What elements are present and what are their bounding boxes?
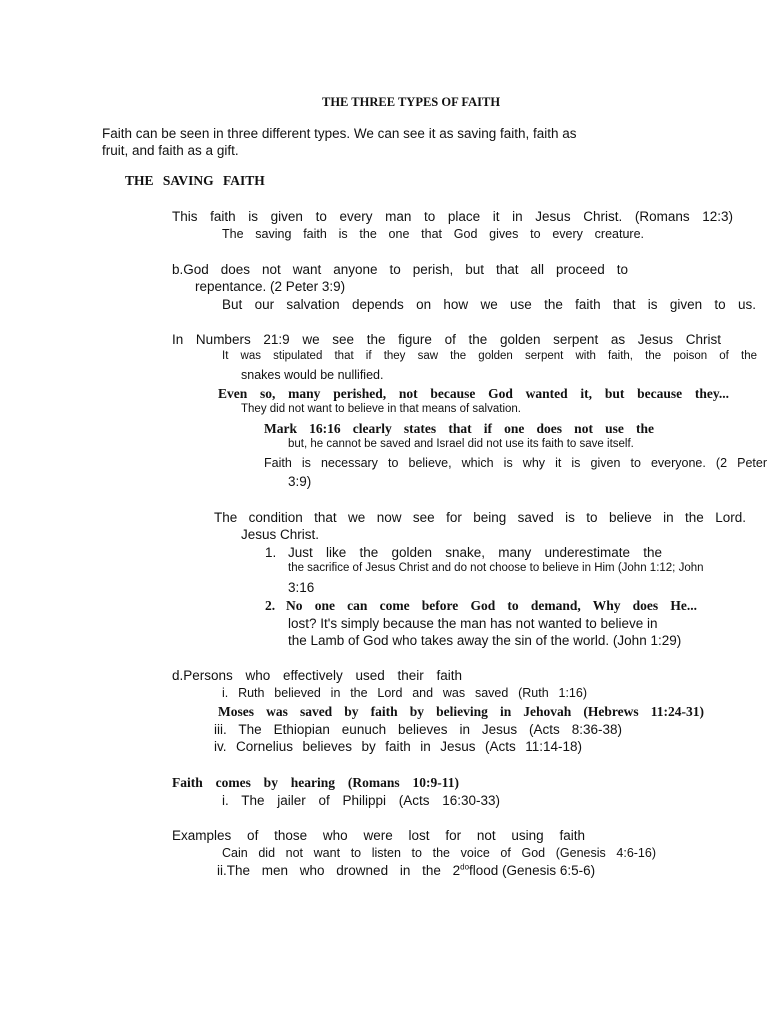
text-line: lost? It's simply because the man has not wanted to believe in (288, 616, 658, 631)
text-line: No one can come before God to demand, Why does He... (286, 598, 697, 613)
text-line: Mark 16:16 clearly states that if one does not use the (264, 421, 654, 436)
text-line: iii. The Ethiopian eunuch believes in Jesus (Acts 8:36-38) (214, 722, 622, 737)
text-line: Just like the golden snake, many underestimate the (288, 545, 662, 560)
text-segment: flood (Genesis 6:5-6) (469, 863, 596, 878)
text-line (217, 863, 595, 879)
text-line: 3:9) (288, 474, 312, 489)
list-number: 2. (265, 598, 276, 613)
superscript: do (460, 862, 470, 872)
list-number: 1. (265, 545, 277, 560)
text-line: The condition that we now see for being saved is to believe in the Lord. (214, 510, 746, 525)
text-line: Faith comes by hearing (Romans 10:9-11) (172, 775, 459, 790)
text-line: Even so, many perished, not because God wanted it, but because they... (218, 386, 729, 401)
intro-line-2: fruit, and faith as a gift. (102, 143, 239, 158)
text-line: b.God does not want anyone to perish, but that all proceed to (172, 262, 628, 277)
text-line: snakes would be nullified. (241, 368, 384, 382)
text-line: Jesus Christ. (241, 527, 320, 542)
text-line: repentance. (2 Peter 3:9) (195, 279, 346, 294)
text-line: 3:16 (288, 580, 315, 595)
text-line: the Lamb of God who takes away the sin of the world. (John 1:29) (288, 633, 682, 648)
intro-line-1: Faith can be seen in three different types. We can see it as saving faith, faith as (102, 126, 577, 141)
text-line: iv. Cornelius believes by faith in Jesus (Acts 11:14-18) (214, 739, 582, 754)
text-line: But our salvation depends on how we use the faith that is given to us. (222, 297, 756, 312)
text-line: It was stipulated that if they saw the golden serpent with faith, the poison of the (222, 350, 757, 362)
text-line: In Numbers 21:9 we see the figure of the golden serpent as Jesus Christ (172, 332, 721, 347)
text-line: This faith is given to every man to place it in Jesus Christ. (Romans 12:3) (172, 209, 733, 224)
text-line: The saving faith is the one that God gives to every creature. (222, 227, 644, 241)
text-line: d.Persons who effectively used their faith (172, 668, 462, 683)
text-line: Examples of those who were lost for not using faith (172, 828, 585, 843)
text-line: but, he cannot be saved and Israel did not use its faith to save itself. (288, 438, 634, 450)
text-line: Faith is necessary to believe, which is why it is given to everyone. (2 Peter (264, 456, 767, 470)
text-line: the sacrifice of Jesus Christ and do not choose to believe in Him (John 1:12; John (288, 562, 704, 574)
text-line: i. The jailer of Philippi (Acts 16:30-33) (222, 793, 500, 808)
section-heading: THE SAVING FAITH (125, 173, 265, 188)
text-line: i. Ruth believed in the Lord and was saved (Ruth 1:16) (222, 686, 587, 700)
text-line: Cain did not want to listen to the voice of God (Genesis 4:6-16) (222, 846, 656, 860)
text-line: Moses was saved by faith by believing in Jehovah (Hebrews 11:24-31) (218, 704, 704, 719)
text-line: They did not want to believe in that means of salvation. (241, 403, 521, 415)
text-segment: ii.The men who drowned in the 2 (217, 863, 461, 878)
page-title: THE THREE TYPES OF FAITH (322, 95, 501, 109)
